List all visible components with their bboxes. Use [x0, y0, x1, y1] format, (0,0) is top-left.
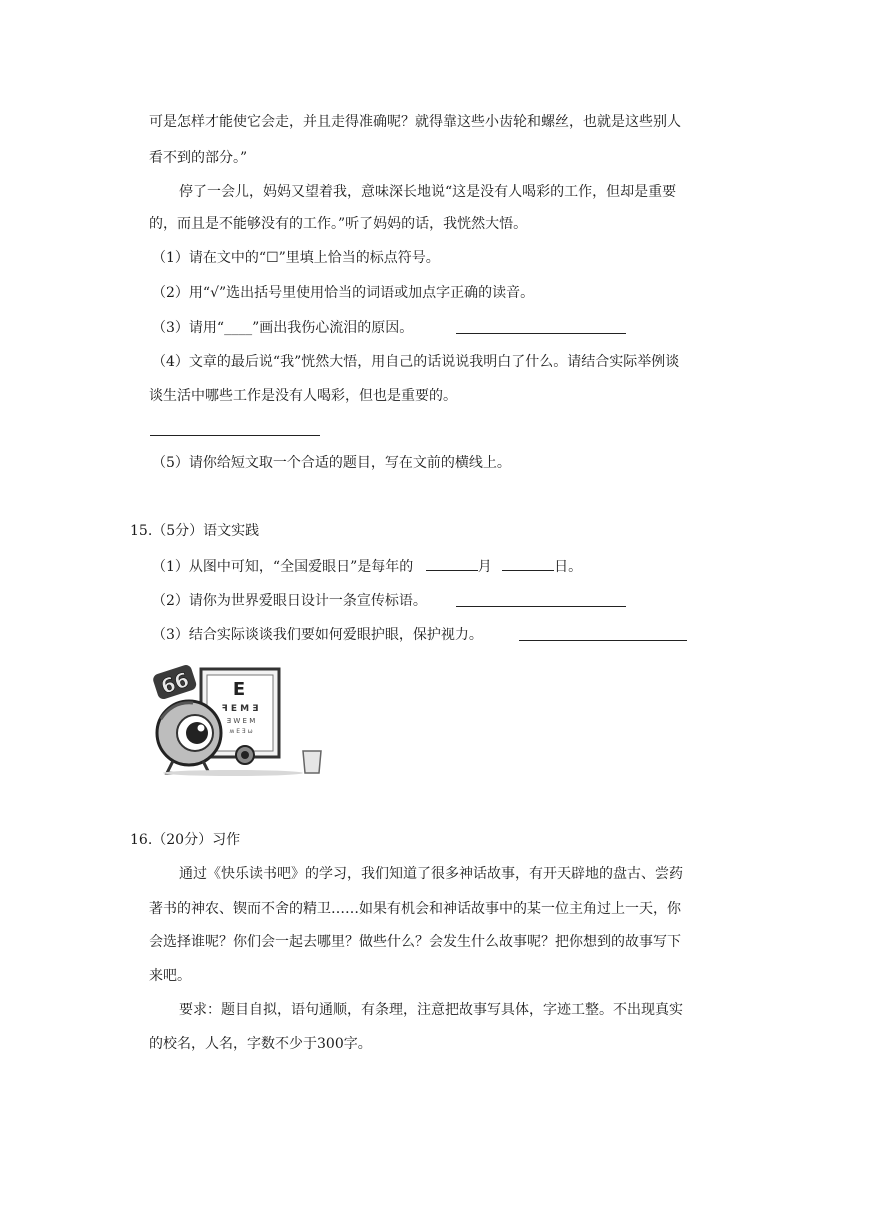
cup-icon [303, 751, 321, 773]
q15-sub3: （3）结合实际谈谈我们要如何爱眼护眼，保护视力。 [152, 627, 483, 643]
passage-line: 停了一会儿，妈妈又望着我，意味深长地说“这是没有人喝彩的工作，但却是重要 [179, 184, 677, 200]
q15-month-blank[interactable] [426, 556, 478, 571]
q15-sub2: （2）请你为世界爱眼日设计一条宣传标语。 [152, 593, 427, 609]
q14-sub4: （4）文章的最后说“我”恍然大悟，用自己的话说说我明白了什么。请结合实际举例谈 [152, 354, 680, 370]
q15-sub1-text: （1）从图中可知，“全国爱眼日”是每年的 [152, 559, 414, 575]
q16-paragraph-line: 会选择谁呢？你们会一起去哪里？做些什么？会发生什么故事呢？把你想到的故事写下 [149, 934, 681, 950]
q16-paragraph-line: 著书的神农、锲而不舍的精卫……如果有机会和神话故事中的某一位主角过上一天，你 [149, 901, 681, 917]
q14-sub4-answer-line[interactable] [150, 435, 320, 436]
q15-sub1 [152, 556, 582, 577]
q16-paragraph-line: 来吧。 [149, 968, 191, 984]
q14-sub3-answer-line[interactable] [456, 333, 626, 334]
q16-paragraph-line: 通过《快乐读书吧》的学习，我们知道了很多神话故事，有开天辟地的盘古、尝药 [179, 866, 683, 882]
q16-title: 16.（20分）习作 [130, 832, 241, 848]
chart-row-3: Ǝ W E M [226, 717, 256, 725]
q16-requirement-line: 要求：题目自拟，语句通顺，有条理，注意把故事写具体，字迹工整。不出现真实 [179, 1002, 683, 1018]
q14-sub2: （2）用“√”选出括号里使用恰当的词语或加点字正确的读音。 [152, 285, 535, 301]
q14-sub1: （1）请在文中的“☐”里填上恰当的标点符号。 [152, 250, 440, 266]
badge-66 [153, 664, 198, 701]
chart-row-2: ꟻ E M Ǝ [221, 704, 259, 714]
q16-requirement-line: 的校名，人名，字数不少于300字。 [149, 1036, 372, 1052]
q14-sub4: 谈生活中哪些工作是没有人喝彩，但也是重要的。 [149, 388, 457, 404]
q15-day-label: 日。 [554, 559, 583, 575]
svg-text:66: 66 [158, 667, 192, 699]
q15-day-blank[interactable] [502, 556, 554, 571]
chart-row-1: E [232, 679, 246, 700]
passage-line: 的，而且是不能够没有的工作。”听了妈妈的话，我恍然大悟。 [149, 216, 528, 232]
q14-sub3: （3）请用“____”画出我伤心流泪的原因。 [152, 320, 414, 336]
passage-line: 看不到的部分。” [149, 150, 248, 166]
q15-title: 15.（5分）语文实践 [130, 523, 260, 539]
chart-row-4: ʍ E Ǝ ω [229, 728, 253, 735]
q15-sub3-answer-line[interactable] [519, 640, 687, 641]
q14-sub5: （5）请你给短文取一个合适的题目，写在文前的横线上。 [152, 455, 511, 471]
eye-chart-illustration [153, 661, 323, 777]
q15-month-label: 月 [477, 559, 492, 575]
q15-sub2-answer-line[interactable] [456, 606, 626, 607]
passage-line: 可是怎样才能使它会走，并且走得准确呢？就得靠这些小齿轮和螺丝，也就是这些别人 [149, 114, 681, 130]
